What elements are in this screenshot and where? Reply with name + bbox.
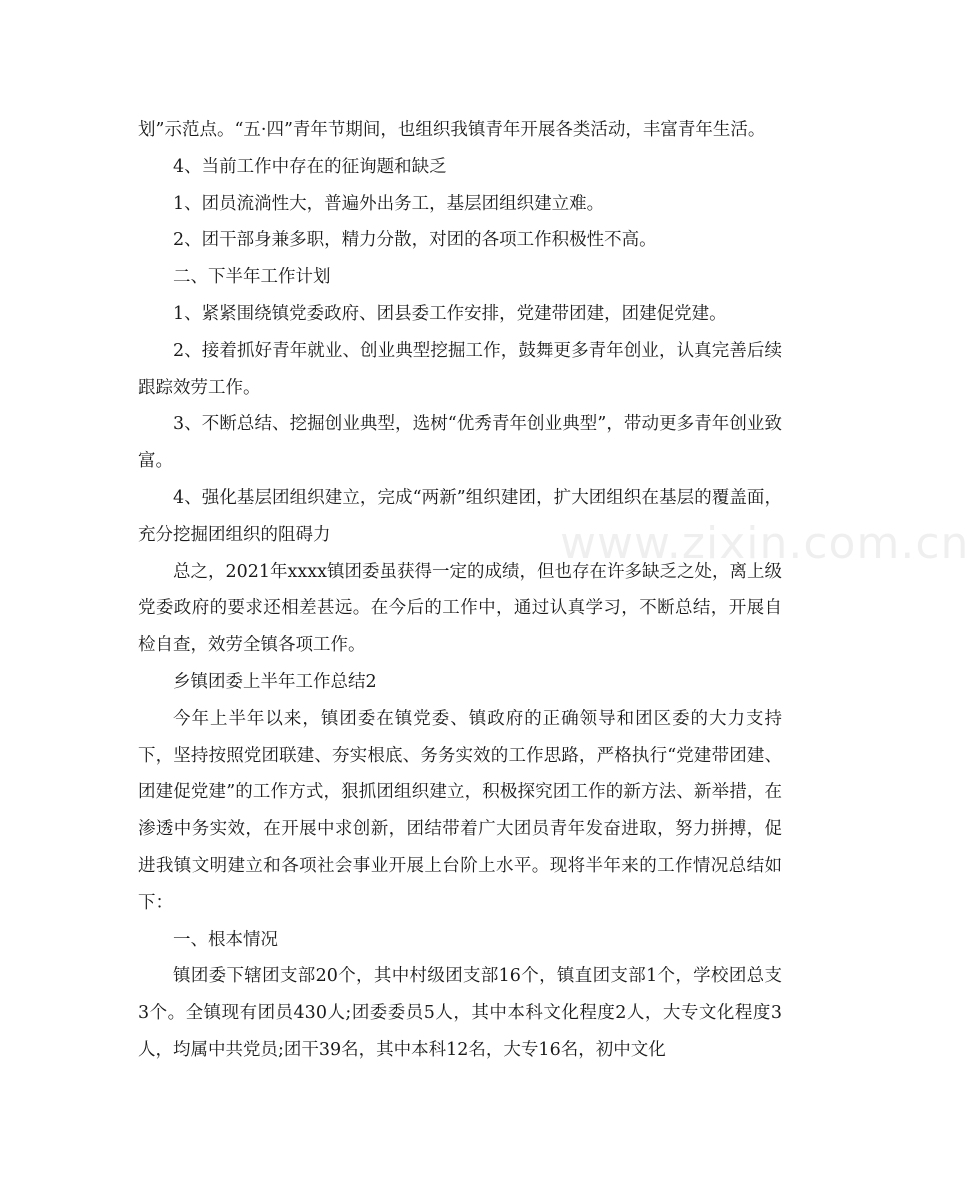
paragraph-conclusion: 总之，2021年xxxx镇团委虽获得一定的成绩，但也存在许多缺乏之处，离上级党委政府的要求还相差甚远。在今后的工作中，通过认真学习，不断总结，开展自检自查，效劳全镇各项工作。 <box>138 561 783 656</box>
document-subtitle: 乡镇团委上半年工作总结2 <box>173 671 377 692</box>
paragraph-plan-2: 2、接着抓好青年就业、创业典型挖掘工作，鼓舞更多青年创业，认真完善后续跟踪效劳工作。 <box>138 340 782 398</box>
section-heading-basics: 一、根本情况 <box>173 929 278 950</box>
paragraph-plan-3: 3、不断总结、挖掘创业典型，选树“优秀青年创业典型”，带动更多青年创业致富。 <box>138 414 782 472</box>
document-body <box>138 112 782 1069</box>
paragraph-problem-2: 2、团干部身兼多职，精力分散，对团的各项工作积极性不高。 <box>173 230 657 251</box>
paragraph-continuation: 划”示范点。“五·四”青年节期间，也组织我镇青年开展各类活动，丰富青年生活。 <box>138 120 766 140</box>
paragraph-plan-1: 1、紧紧围绕镇党委政府、团县委工作安排，党建带团建，团建促党建。 <box>173 303 727 324</box>
paragraph-item-heading: 4、当前工作中存在的征询题和缺乏 <box>173 156 447 177</box>
section-heading-plan: 二、下半年工作计划 <box>173 267 331 288</box>
watermark: www.zixin.com.cn <box>560 518 969 569</box>
paragraph-problem-1: 1、团员流淌性大，普遍外出务工，基层团组织建立难。 <box>173 193 605 214</box>
paragraph-intro: 今年上半年以来，镇团委在镇党委、镇政府的正确领导和团区委的大力支持下，坚持按照党团联建、夯实根底、务务实效的工作思路，严格执行“党建带团建、团建促党建”的工作方式，狠抓团组织建立，积极探究团工作的新方法、新举措，在渗透中务实效，在开展中求创新，团结带着广大团员青年发奋进取，努力拼搏，促进我镇文明建立和各项社会事业开展上台阶上水平。现将半年来的工作情况总结如下： <box>138 708 782 913</box>
paragraph-basics: 镇团委下辖团支部20个，其中村级团支部16个，镇直团支部1个，学校团总支3个。全镇现有团员430人;团委委员5人，其中本科文化程度2人，大专文化程度3人，均属中共党员;团干39名，其中本科12名，大专16名，初中文化 <box>138 966 782 1060</box>
paragraph-plan-4: 4、强化基层团组织建立，完成“两新”组织建团，扩大团组织在基层的覆盖面，充分挖掘团组织的阻碍力 <box>138 487 782 545</box>
